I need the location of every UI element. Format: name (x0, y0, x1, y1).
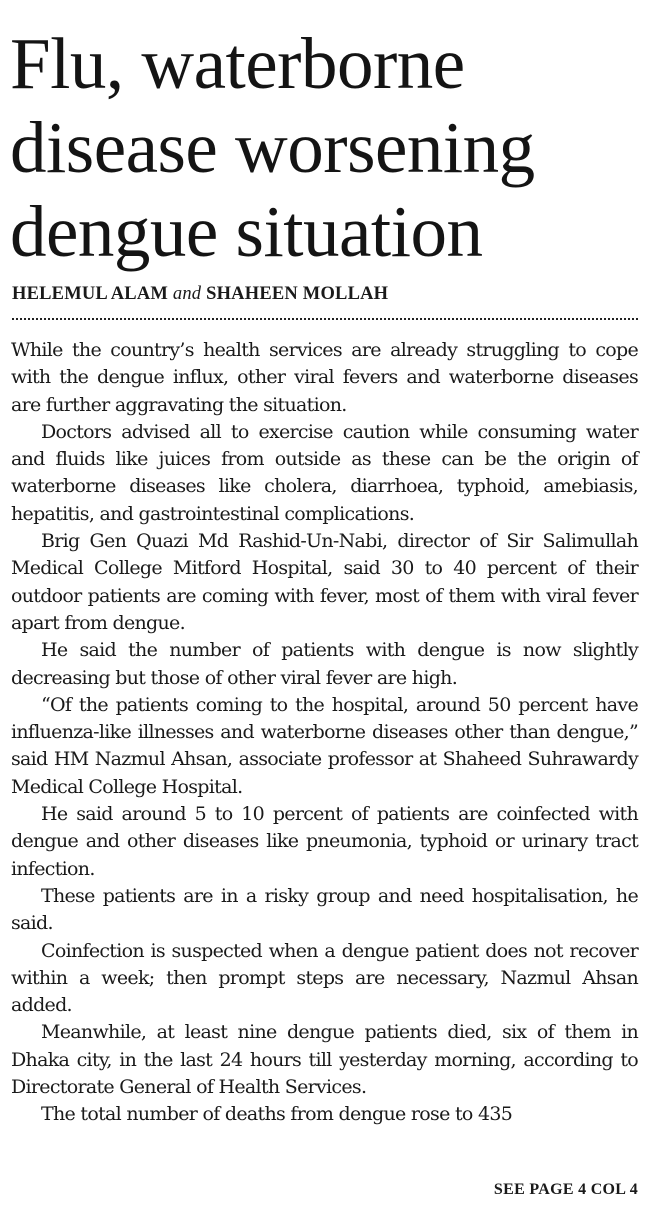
article-paragraph: While the country’s health services are already struggling to cope with the dengue influx, other viral fevers and waterborne diseases are further aggravating the situation. (11, 339, 638, 416)
article-body (11, 337, 638, 1129)
byline (12, 284, 638, 305)
author-name: SHAHEEN MOLLAH (206, 284, 389, 304)
article-paragraph: “Of the patients coming to the hospital, around 50 percent have influenza-like illnesses and waterborne diseases other than dengue,” said HM Nazmul Ahsan, associate professor at Shaheed Suhrawardy Medical College Hospital. (11, 693, 638, 798)
article-paragraph: He said the number of patients with dengue is now slightly decreasing but those of other viral fever are high. (11, 639, 638, 689)
article-paragraph: The total number of deaths from dengue rose to 435 (41, 1103, 513, 1126)
article-paragraph: He said around 5 to 10 percent of patients are coinfected with dengue and other diseases like pneumonia, typhoid or urinary tract infection. (11, 803, 638, 880)
headline: Flu, waterborne disease worsening dengue situation (10, 23, 535, 272)
article-paragraph: Coinfection is suspected when a dengue patient does not recover within a week; then prompt steps are necessary, Nazmul Ahsan added. (11, 939, 638, 1017)
article-paragraph: Doctors advised all to exercise caution while consuming water and fluids like juices from outside as these can be the origin of waterborne diseases like cholera, diarrhoea, typhoid, amebiasis, hepatitis, and gastrointestinal complications. (11, 420, 638, 525)
continued-on-page-link[interactable]: SEE PAGE 4 COL 4 (493, 1181, 638, 1198)
article-paragraph: Meanwhile, at least nine dengue patients died, six of them in Dhaka city, in the last 24 hours till yesterday morning, according to Directorate General of Health Services. (11, 1021, 638, 1099)
byline-conjunction: and (172, 284, 202, 304)
author-name: HELEMUL ALAM (12, 284, 169, 304)
article-paragraph: Brig Gen Quazi Md Rashid-Un-Nabi, director of Sir Salimullah Medical College Mitford Hospital, said 30 to 40 percent of their outdoor patients are coming with fever, most of them with viral fever apart from dengue. (11, 530, 638, 634)
article-paragraph: These patients are in a risky group and need hospitalisation, he said. (11, 884, 638, 935)
dotted-divider (12, 318, 638, 320)
